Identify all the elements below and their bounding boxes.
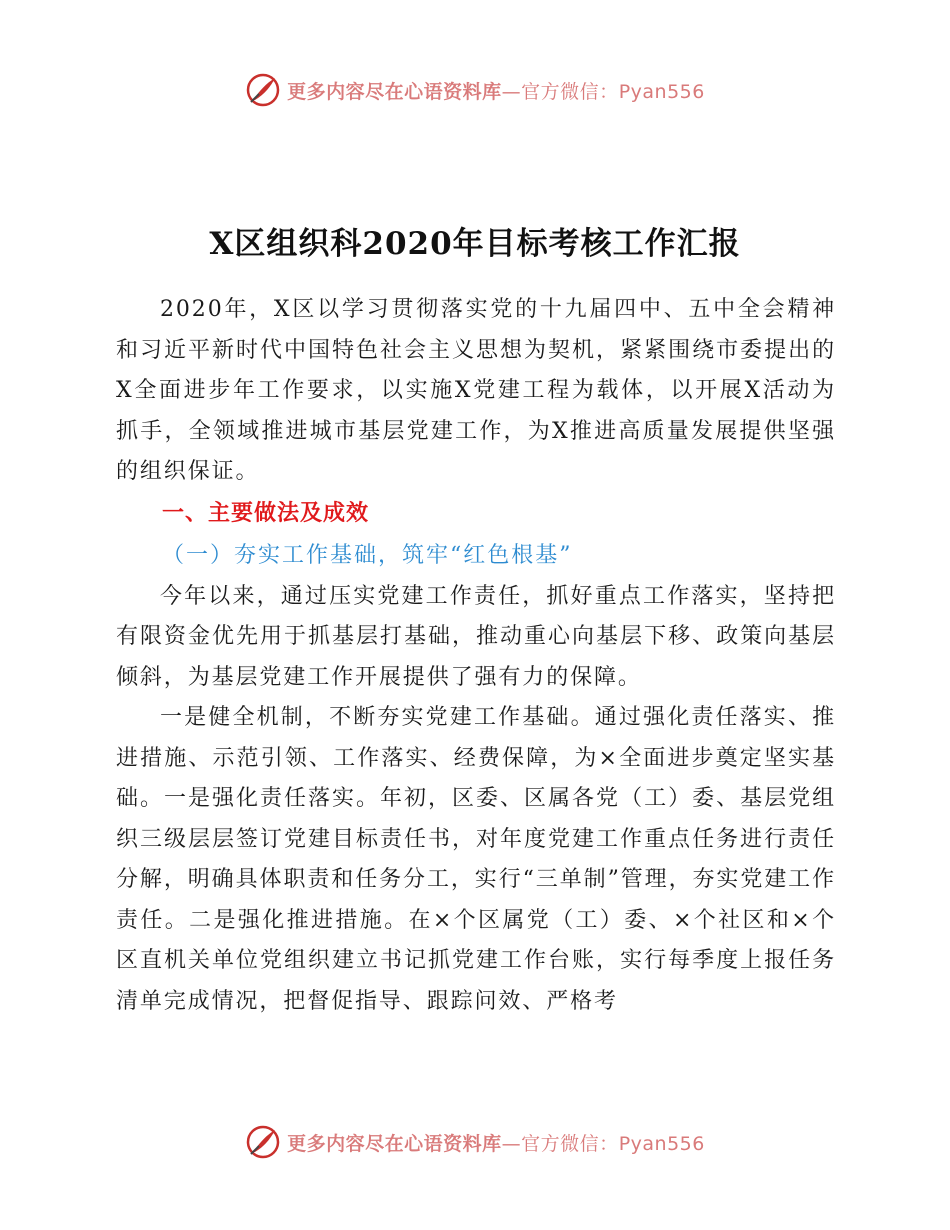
section-heading: 一、主要做法及成效 [162,500,370,526]
watermark-text: 更多内容尽在心语资料库—官方微信：Pyan556 [287,1132,705,1155]
subsection-heading: （一）夯实工作基础，筑牢“红色根基” [162,542,573,568]
watermark-footer [0,1122,950,1162]
paragraph-intro: 2020年，X区以学习贯彻落实党的十九届四中、五中全会精神和习近平新时代中国特色社会主义思想为契机，紧紧围绕市委提出的X全面进步年工作要求，以实施X党建工程为载体，以开展X活动为抓手，全领域推进城市基层党建工作，为X推进高质量发展提供坚强的组织保证。 [116,297,836,484]
watermark-text: 更多内容尽在心语资料库—官方微信：Pyan556 [287,80,705,103]
watermark-header [0,70,950,110]
quill-logo-icon [245,1124,281,1160]
document-title: X区组织科2020年目标考核工作汇报 [209,226,741,262]
paragraph-mechanism: 一是健全机制，不断夯实党建工作基础。通过强化责任落实、推进措施、示范引领、工作落实、经费保障，为×全面进步奠定坚实基础。一是强化责任落实。年初，区委、区属各党（工）委、基层党组织三级层层签订党建目标责任书，对年度党建工作重点任务进行责任分解，明确具体职责和任务分工，实行“三单制”管理，夯实党建工作责任。二是强化推进措施。在×个区属党（工）委、×个社区和×个区直机关单位党组织建立书记抓党建工作台账，实行每季度上报任务清单完成情况，把督促指导、跟踪问效、严格考 [116,705,836,1014]
quill-logo-icon [245,72,281,108]
document-body [116,290,836,1022]
paragraph-overview: 今年以来，通过压实党建工作责任，抓好重点工作落实，坚持把有限资金优先用于抓基层打基础，推动重心向基层下移、政策向基层倾斜，为基层党建工作开展提供了强有力的保障。 [116,583,836,690]
